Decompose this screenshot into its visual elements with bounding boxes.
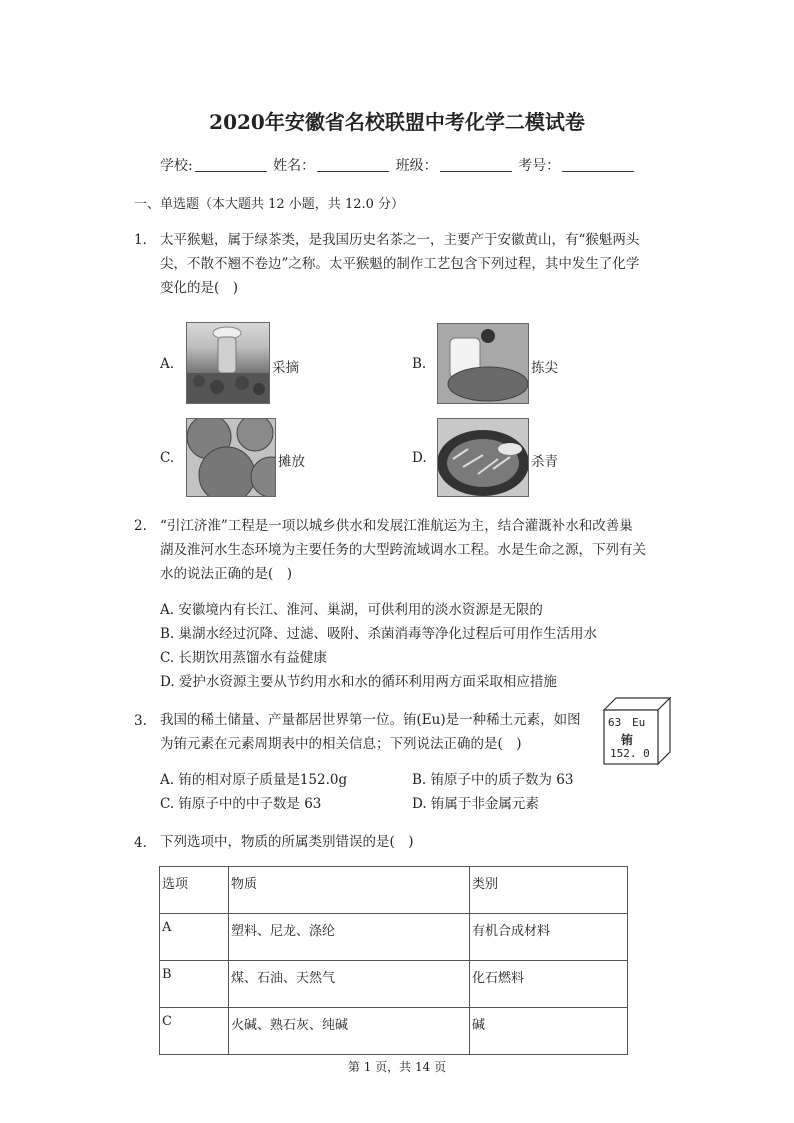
table-header-cell: 选项 [160, 867, 229, 914]
student-info-line [160, 155, 636, 175]
page-title: 2020年安徽省名校联盟中考化学二模试卷 [209, 110, 585, 134]
name-label: 姓名： [273, 158, 316, 174]
element-mass: 152. 0 [610, 747, 650, 760]
q3-option-c: C. 铕原子中的中子数是 63 [160, 796, 322, 812]
element-atomic-number: 63 [608, 716, 622, 729]
tea-sorting-photo [437, 323, 529, 404]
table-cell: 有机合成材料 [470, 914, 628, 961]
q3-option-d: D. 铕属于非金属元素 [412, 796, 539, 812]
q3-line: 为铕元素在元素周期表中的相关信息；下列说法正确的是( ) [160, 736, 522, 752]
q2-option-d: D. 爱护水资源主要从节约用水和水的循环利用两方面采取相应措施 [160, 674, 557, 690]
q2-options [160, 598, 597, 694]
table-cell: 化石燃料 [470, 961, 628, 1008]
table-header-cell: 物质 [229, 867, 470, 914]
element-cell-europium [602, 696, 672, 770]
q2-line: 水的说法正确的是( ) [160, 566, 293, 582]
q1-option-b-caption: 拣尖 [531, 360, 558, 376]
element-symbol: Eu [632, 716, 646, 729]
name-blank [317, 171, 389, 172]
table-cell: 碱 [470, 1008, 628, 1055]
table-header-row [160, 867, 628, 914]
q2-option-c: C. 长期饮用蒸馏水有益健康 [160, 650, 327, 666]
class-blank [440, 171, 512, 172]
table-header-cell: 类别 [470, 867, 628, 914]
q2-stem [160, 514, 646, 586]
table-row [160, 1008, 628, 1055]
q3-stem [160, 708, 581, 756]
q1-line: 尖，不散不翘不卷边”之称。太平猴魁的制作工艺包含下列过程，其中发生了化学 [160, 256, 640, 272]
section-heading: 一、单选题（本大题共 12 小题，共 12.0 分） [134, 197, 405, 212]
table-row [160, 961, 628, 1008]
q1-option-c-letter: C. [160, 450, 175, 466]
q4-stem: 下列选项中，物质的所属类别错误的是( ) [160, 834, 414, 850]
table-cell: 火碱、熟石灰、纯碱 [229, 1008, 470, 1055]
q2-option-a: A. 安徽境内有长江、淮河、巢湖，可供利用的淡水资源是无限的 [160, 602, 543, 618]
q2-number: 2. [134, 518, 147, 534]
q1-option-b-letter: B. [412, 356, 427, 372]
table-cell: B [160, 961, 229, 1008]
q3-line: 我国的稀土储量、产量都居世界第一位。铕(Eu)是一种稀土元素，如图 [160, 712, 581, 728]
q1-number: 1. [134, 232, 147, 248]
q1-option-d-letter: D. [412, 450, 427, 466]
tea-spreading-photo [186, 418, 276, 497]
q1-stem [160, 228, 639, 300]
q2-line: 湖及淮河水生态环境为主要任务的大型跨流域调水工程。水是生命之源，下列有关 [160, 542, 646, 558]
class-label: 班级： [395, 158, 438, 174]
table-cell: 塑料、尼龙、涤纶 [229, 914, 470, 961]
q2-line: “引江济淮”工程是一项以城乡供水和发展江淮航运为主，结合灌溉补水和改善巢 [160, 518, 633, 534]
q4-table [159, 866, 628, 1055]
tea-fixing-photo [437, 418, 529, 497]
number-blank [562, 171, 634, 172]
page-footer: 第 1 页，共 14 页 [347, 1060, 447, 1074]
school-blank [195, 171, 267, 172]
school-label: 学校: [160, 158, 193, 174]
q1-line: 变化的是( ) [160, 280, 239, 296]
q1-option-a-letter: A. [160, 356, 175, 372]
q3-option-a: A. 铕的相对原子质量是152.0g [160, 772, 348, 788]
q3-option-b: B. 铕原子中的质子数为 63 [412, 772, 574, 788]
q1-option-c-caption: 摊放 [278, 454, 305, 470]
table-cell: A [160, 914, 229, 961]
q3-number: 3. [134, 713, 147, 729]
q1-option-d-caption: 杀青 [531, 454, 558, 470]
q2-option-b: B. 巢湖水经过沉降、过滤、吸附、杀菌消毒等净化过程后可用作生活用水 [160, 626, 598, 642]
q4-number: 4. [134, 835, 147, 851]
table-cell: 煤、石油、天然气 [229, 961, 470, 1008]
tea-picking-photo [186, 322, 270, 404]
q1-option-a-caption: 采摘 [272, 360, 299, 376]
table-cell: C [160, 1008, 229, 1055]
q1-line: 太平猴魁，属于绿茶类，是我国历史名茶之一，主要产于安徽黄山，有“猴魁两头 [160, 232, 640, 248]
table-row [160, 914, 628, 961]
element-name: 铕 [621, 733, 634, 747]
number-label: 考号： [518, 158, 561, 174]
